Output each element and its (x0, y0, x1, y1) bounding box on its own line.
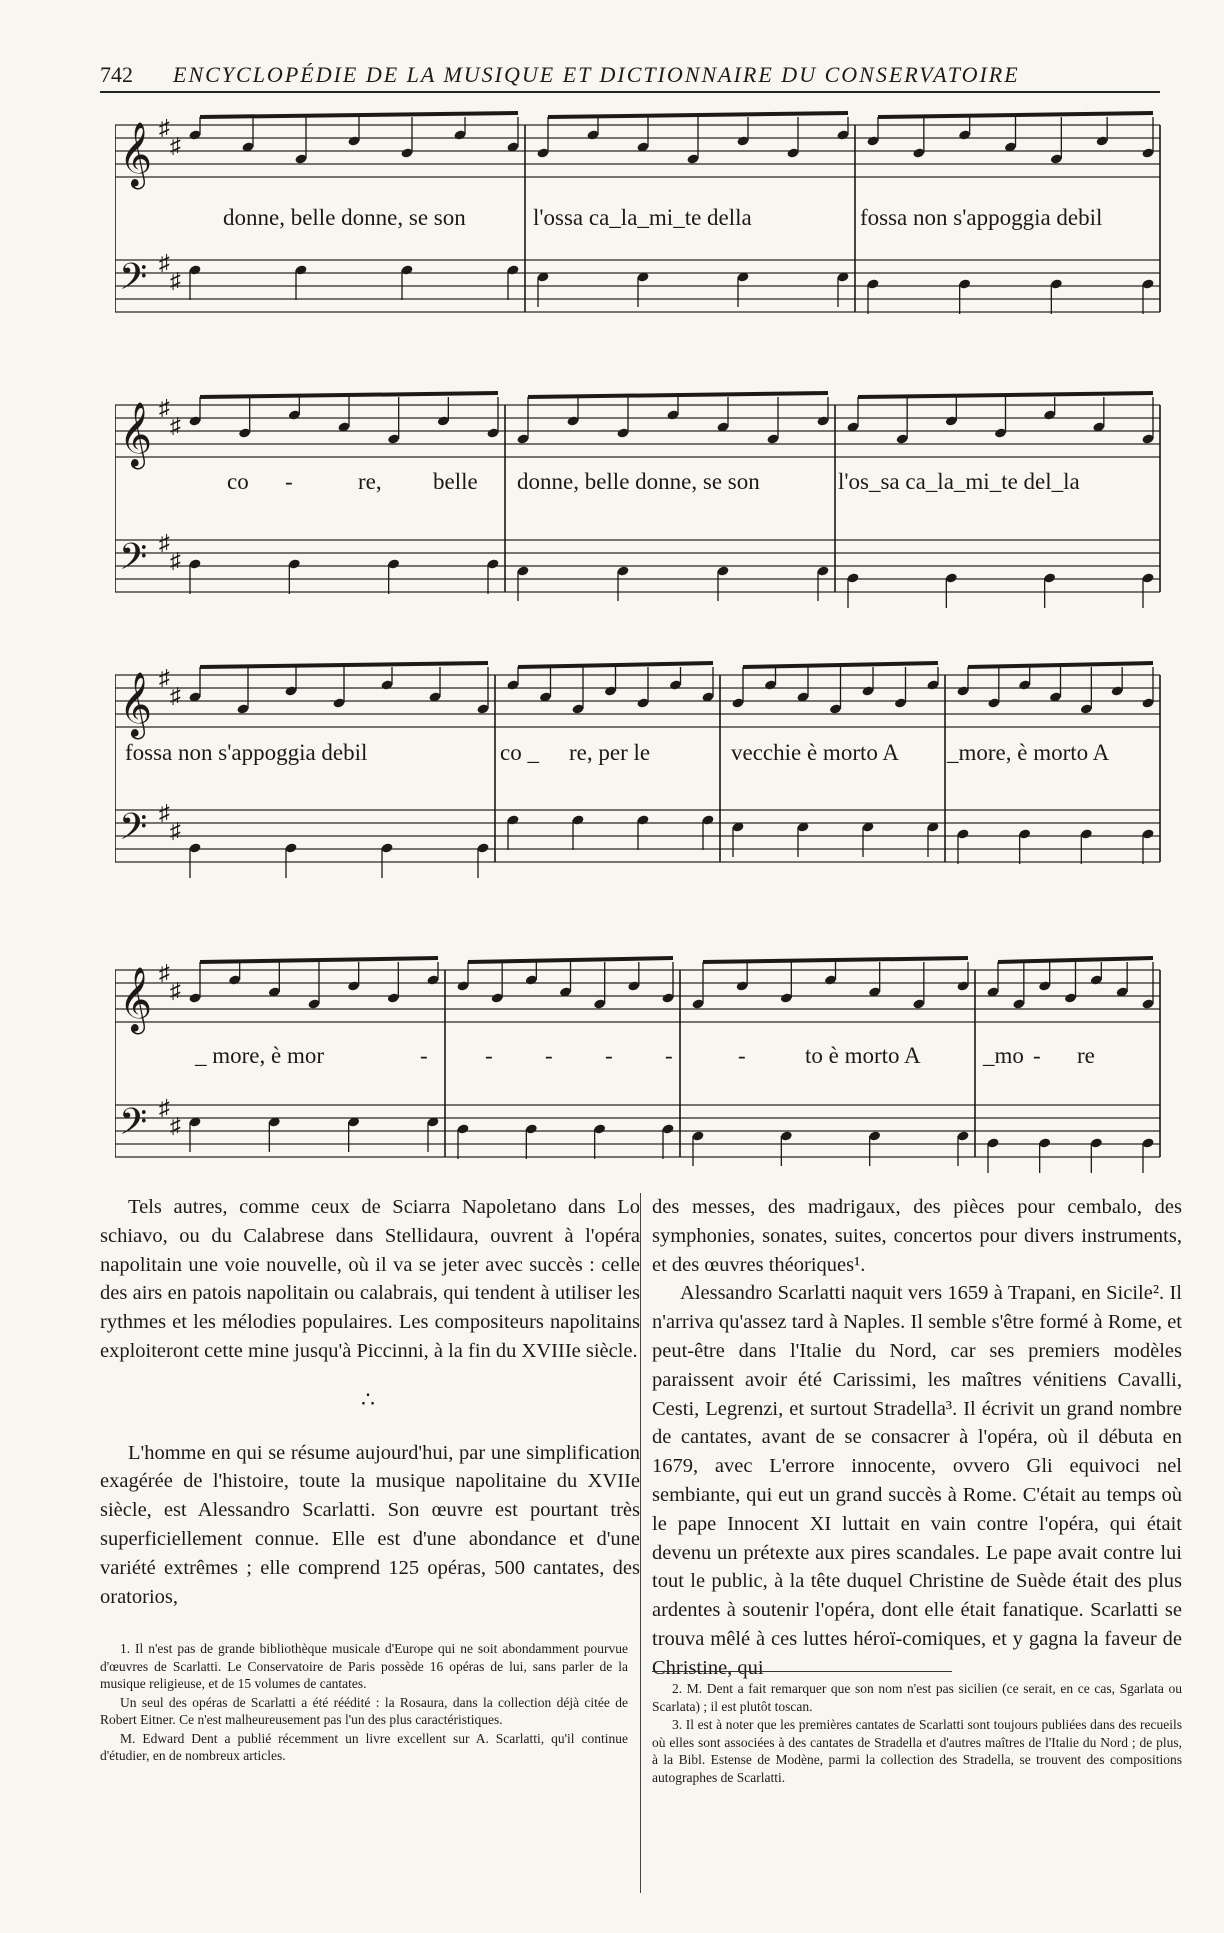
svg-text:♯: ♯ (170, 978, 181, 1003)
paragraph: Alessandro Scarlatti naquit vers 1659 à Trapani, en Sicile². Il n'arriva qu'assez tard à Naples. Il semble s'être formé à Rome, et peut-être dans l'Italie du Nord, car ses premiers modèles paraissent avoir été Carissimi, les maîtres vénitiens Cavalli, Cesti, Legrenzi, et surtout Stradella³. Il écrivit un grand nombre de cantates, avant de se consacrer à l'opéra, où il débuta en 1679, avec L'errore innocente, ovvero Gli equivoci nel sembiante, qui eut un grand succès à Rome. C'était au temps où le pape Innocent XI luttait en vain contre l'opéra, qui était devenu un prétexte aux pires scandales. Le pape avait contre lui tout le public, à la tête duquel Christine de Suède était des plus ardentes à soutenir l'opéra, dont elle était fanatique. Scarlatti se trouva mêlé à ces luttes héroï-comiques, et y gagna la faveur de Christine, qui (652, 1282, 1182, 1679)
svg-text:♯: ♯ (159, 960, 170, 985)
svg-text:♯: ♯ (159, 665, 170, 690)
page-number: 742 (100, 62, 133, 87)
lyric: _more, è morto A (947, 740, 1110, 765)
svg-text:𝄢: 𝄢 (119, 1101, 148, 1152)
lyric: l'os_sa ca_la_mi_te del_la (838, 469, 1080, 494)
footnote: 1. Il n'est pas de grande bibliothèque musicale d'Europe qui ne soit abondamment pourvue d'œuvres de Scarlatti. Le Conservatoire de Paris possède 16 opéras de lui, sans parler de la musique religieuse, et de 15 volumes de cantates. (100, 1641, 628, 1691)
body-column-right (652, 1193, 1182, 1683)
svg-text:♯: ♯ (159, 395, 170, 420)
lyric: belle (433, 469, 478, 494)
lyric: - (285, 469, 293, 494)
lyric: re, (358, 469, 382, 494)
body-column-left (100, 1193, 640, 1611)
running-title: ENCYCLOPÉDIE DE LA MUSIQUE ET DICTIONNAIRE DU CONSERVATOIRE (173, 62, 1020, 87)
svg-text:♯: ♯ (159, 530, 170, 555)
column-divider (640, 1193, 641, 1893)
section-separator: ∴ (361, 1386, 379, 1412)
lyric: - (738, 1043, 746, 1068)
lyric: _ more, è mor (195, 1043, 325, 1068)
svg-text:♯: ♯ (170, 1113, 181, 1138)
svg-text:♯: ♯ (170, 818, 181, 843)
svg-text:♯: ♯ (159, 800, 170, 825)
svg-text:𝄞: 𝄞 (119, 122, 153, 187)
score-system-2 (115, 385, 1165, 625)
footnote: Un seul des opéras de Scarlatti a été réédité : la Rosaura, dans la collection déjà citée de Robert Eitner. Ce n'est malheureusement pas l'un des plus caractéristiques. (100, 1694, 628, 1727)
lyric: - (605, 1043, 613, 1068)
lyric: co (227, 469, 249, 494)
svg-text:𝄢: 𝄢 (119, 536, 148, 587)
lyric: _mo (983, 1043, 1024, 1068)
svg-text:♯: ♯ (159, 1095, 170, 1120)
svg-text:♯: ♯ (170, 268, 181, 293)
footnote: 2. M. Dent a fait remarquer que son nom n'est pas sicilien (ce serait, en ce cas, Sgarlata ou Scarlata) ; il est plutôt toscan. (652, 1681, 1182, 1714)
svg-text:𝄢: 𝄢 (119, 256, 148, 307)
lyric: fossa non s'appoggia debil (860, 205, 1103, 230)
score-system-3 (115, 655, 1165, 895)
lyric: co _ (500, 740, 539, 765)
svg-text:♯: ♯ (159, 115, 170, 140)
lyric: donne, belle donne, se son (223, 205, 466, 230)
svg-text:𝄞: 𝄞 (119, 402, 153, 467)
lyric: - (545, 1043, 553, 1068)
svg-text:♯: ♯ (159, 250, 170, 275)
lyric: re (1077, 1043, 1095, 1068)
paragraph: L'homme en qui se résume aujourd'hui, par une simplification exagérée de l'histoire, toute la musique napolitaine du XVIIe siècle, est Alessandro Scarlatti. Son œuvre est pourtant très superficiellement connue. Elle est d'une abondance et d'une variété extrêmes ; elle comprend 125 opéras, 500 cantates, des oratorios, (100, 1441, 640, 1608)
lyric: - (485, 1043, 493, 1068)
footnotes-left (100, 1640, 628, 1766)
lyric: to è morto A (805, 1043, 921, 1068)
footnote-rule (652, 1671, 952, 1672)
footnotes-right (652, 1680, 1182, 1787)
footnote: 3. Il est à noter que les premières cantates de Scarlatti sont toujours publiées dans des recueils où elles sont associées à des cantates de Stradella et d'autres maîtres de l'Italie du Nord ; de plus, à la Bibl. Estense de Modène, parmi la collection des Stradella, se trouvent des compositions autographes de Scarlatti. (652, 1717, 1182, 1785)
score-system-4 (115, 950, 1165, 1190)
lyric: l'ossa ca_la_mi_te della (533, 205, 752, 230)
svg-text:♯: ♯ (170, 413, 181, 438)
svg-text:♯: ♯ (170, 548, 181, 573)
score-system-1 (115, 105, 1165, 345)
svg-text:𝄞: 𝄞 (119, 967, 153, 1032)
lyric: vecchie è morto A (731, 740, 899, 765)
lyric: - (665, 1043, 673, 1068)
lyric: fossa non s'appoggia debil (125, 740, 368, 765)
lyric: - (1033, 1043, 1041, 1068)
svg-text:𝄞: 𝄞 (119, 672, 153, 737)
lyric: donne, belle donne, se son (517, 469, 760, 494)
svg-text:𝄢: 𝄢 (119, 806, 148, 857)
lyric: re, per le (569, 740, 651, 765)
svg-text:♯: ♯ (170, 133, 181, 158)
footnote: M. Edward Dent a publié récemment un livre excellent sur A. Scarlatti, qu'il continue d'étudier, en de nombreux articles. (100, 1730, 628, 1763)
running-header (100, 62, 1160, 93)
paragraph: des messes, des madrigaux, des pièces pour cembalo, des symphonies, sonates, suites, concertos pour divers instruments, et des œuvres théoriques¹. (652, 1196, 1182, 1276)
svg-text:♯: ♯ (170, 683, 181, 708)
lyric: - (420, 1043, 428, 1068)
paragraph: Tels autres, comme ceux de Sciarra Napoletano dans Lo schiavo, ou du Calabrese dans Stellidaura, ouvrent à l'opéra napolitain une voie nouvelle, où il va se jeter avec succès : celle des airs en patois napolitain ou calabrais, qui tendent à utiliser les rythmes et les mélodies populaires. Les compositeurs napolitains exploiteront cette mine jusqu'à Piccinni, à la fin du XVIIIe siècle. (100, 1196, 640, 1362)
